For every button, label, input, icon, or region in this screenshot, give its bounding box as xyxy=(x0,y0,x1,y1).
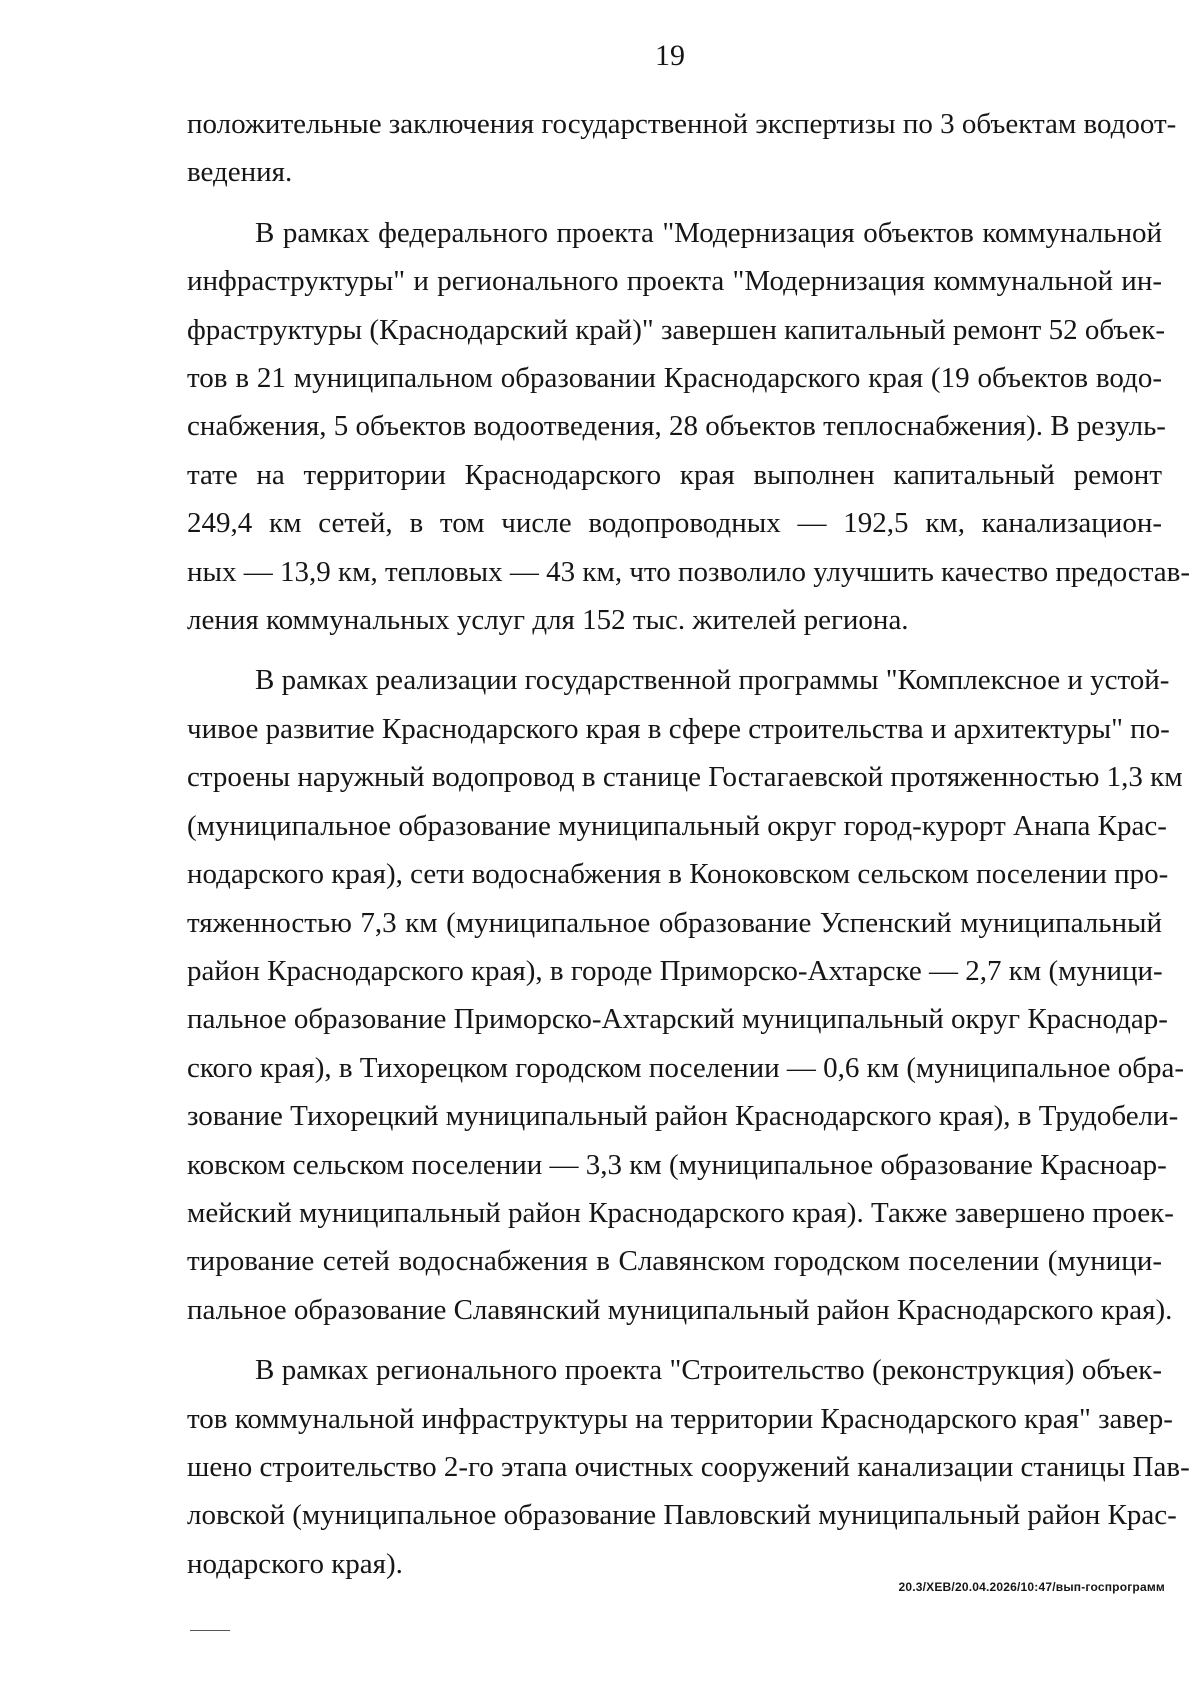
text-line: нодарского края). xyxy=(187,1547,403,1580)
footer-rule xyxy=(190,1630,230,1631)
text-line: мейский муниципальный район Краснодарского края). Также завершено проек- xyxy=(187,1196,1174,1229)
text-line: ковском сельском поселении — 3,3 км (муниципальное образование Красноар- xyxy=(187,1148,1167,1181)
text-line: нодарского края), сети водоснабжения в Коноковском сельском поселении про- xyxy=(187,858,1169,891)
text-line: ведения. xyxy=(187,156,293,189)
text-line: ления коммунальных услуг для 152 тыс. жителей региона. xyxy=(187,604,909,637)
text-line: В рамках регионального проекта "Строительство (реконструкция) объек- xyxy=(255,1354,1162,1387)
text-line: тате на территории Краснодарского края выполнен капитальный ремонт xyxy=(187,458,1162,491)
text-line: В рамках реализации государственной программы "Комплексное и устой- xyxy=(255,664,1170,697)
text-line: тов коммунальной инфраструктуры на территории Краснодарского края" завер- xyxy=(187,1402,1173,1435)
text-line: ных — 13,9 км, тепловых — 43 км, что позволило улучшить качество предостав- xyxy=(187,555,1190,588)
text-line: строены наружный водопровод в станице Гостагаевской протяженностью 1,3 км xyxy=(187,761,1183,794)
page-number: 19 xyxy=(655,39,685,72)
body-text xyxy=(187,100,1190,1600)
text-line: район Краснодарского края), в городе Приморско-Ахтарске — 2,7 км (муници- xyxy=(187,954,1163,987)
paragraph xyxy=(187,1346,1190,1588)
document-footer-code: 20.3/ХЕВ/20.04.2026/10:47/вып-госпрограмм xyxy=(898,1580,1165,1594)
text-line: положительные заключения государственной экспертизы по 3 объектам водоот- xyxy=(187,108,1177,140)
text-line: тов в 21 муниципальном образовании Краснодарского края (19 объектов водо- xyxy=(187,362,1162,395)
paragraph xyxy=(187,209,1190,645)
text-line: пальное образование Приморско-Ахтарский муниципальный округ Краснодар- xyxy=(187,1003,1168,1036)
paragraph xyxy=(187,100,1177,197)
text-line: пальное образование Славянский муниципальный район Краснодарского края). xyxy=(187,1293,1173,1326)
text-line: фраструктуры (Краснодарский край)" завершен капитальный ремонт 52 объек- xyxy=(187,313,1165,346)
text-line: чивое развитие Краснодарского края в сфере строительства и архитектуры" по- xyxy=(187,712,1170,745)
text-line: В рамках федерального проекта "Модернизация объектов коммунальной xyxy=(255,216,1162,249)
text-line: зование Тихорецкий муниципальный район Краснодарского края), в Трудобели- xyxy=(187,1100,1179,1133)
text-line: ского края), в Тихорецком городском поселении — 0,6 км (муниципальное обра- xyxy=(187,1051,1185,1084)
text-line: шено строительство 2-го этапа очистных сооружений канализации станицы Пав- xyxy=(187,1450,1190,1483)
text-line: (муниципальное образование муниципальный округ город-курорт Анапа Крас- xyxy=(187,809,1167,842)
text-line: инфраструктуры" и регионального проекта "Модернизация коммунальной ин- xyxy=(187,265,1162,298)
text-line: снабжения, 5 объектов водоотведения, 28 объектов теплоснабжения). В резуль- xyxy=(187,410,1166,443)
text-line: 249,4 км сетей, в том числе водопроводных — 192,5 км, канализацион- xyxy=(187,507,1162,540)
text-line: ловской (муниципальное образование Павловский муниципальный район Крас- xyxy=(187,1499,1177,1532)
text-line: тяженностью 7,3 км (муниципальное образование Успенский муниципальный xyxy=(187,906,1162,939)
paragraph xyxy=(187,656,1185,1334)
text-line: тирование сетей водоснабжения в Славянском городском поселении (муници- xyxy=(187,1245,1162,1278)
